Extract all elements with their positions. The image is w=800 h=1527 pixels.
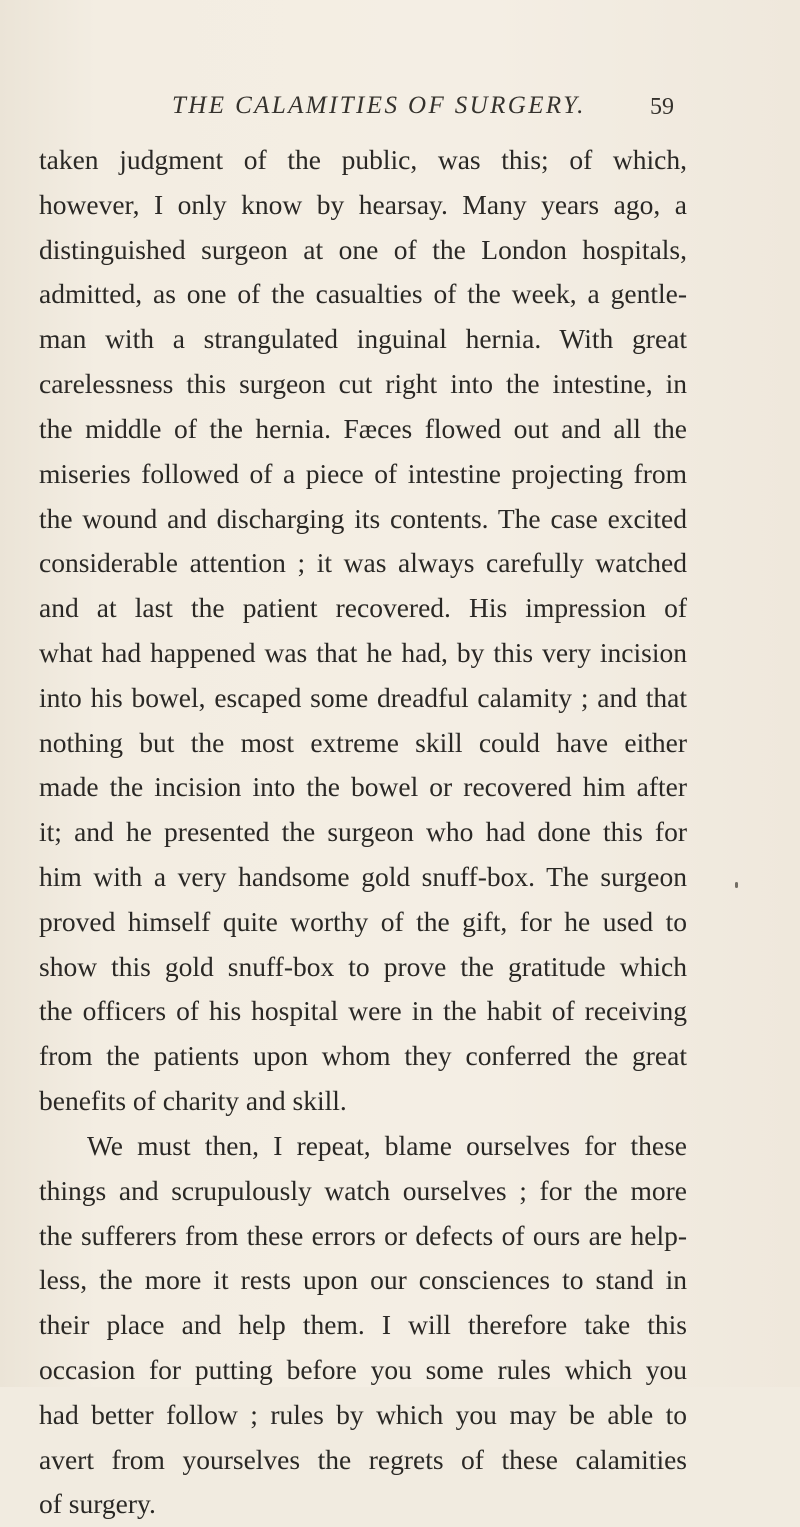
text-line: man with a strangulated inguinal hernia. With great xyxy=(39,323,687,355)
text-line: miseries followed of a piece of intestine projecting from xyxy=(39,457,687,489)
body-text xyxy=(39,138,687,1527)
page-number: 59 xyxy=(650,94,674,120)
text-line: nothing but the most extreme skill could have either xyxy=(39,726,687,758)
paragraph-1 xyxy=(39,138,687,1124)
text-line: occasion for putting before you some rules which you xyxy=(39,1353,687,1385)
text-line: taken judgment of the public, was this; of which, xyxy=(39,144,687,175)
text-line: show this gold snuff-box to prove the gratitude which xyxy=(39,950,687,982)
text-line: made the incision into the bowel or recovered him after xyxy=(39,771,687,803)
text-line: and at last the patient recovered. His impression of xyxy=(39,592,687,624)
text-line: We must then, I repeat, blame ourselves for these xyxy=(87,1129,687,1161)
text-line: admitted, as one of the casualties of the week, a gentle- xyxy=(39,278,687,310)
text-line: the middle of the hernia. Fæces flowed out and all the xyxy=(39,412,687,444)
text-line: their place and help them. I will therefore take this xyxy=(39,1309,687,1341)
text-line: what had happened was that he had, by this very incision xyxy=(39,636,687,668)
paragraph-2 xyxy=(39,1124,687,1527)
text-line: however, I only know by hearsay. Many years ago, a xyxy=(39,188,687,220)
ink-speck xyxy=(735,882,738,888)
text-line: of surgery. xyxy=(39,1488,156,1520)
text-line: it; and he presented the surgeon who had done this for xyxy=(39,816,687,848)
text-line: carelessness this surgeon cut right into the intestine, in xyxy=(39,368,687,400)
text-line: distinguished surgeon at one of the London hospitals, xyxy=(39,233,687,265)
text-line: the wound and discharging its contents. The case excited xyxy=(39,502,687,534)
text-line: him with a very handsome gold snuff-box. The surgeon xyxy=(39,861,687,892)
text-line: the officers of his hospital were in the habit of receiving xyxy=(39,995,687,1027)
text-line: benefits of charity and skill. xyxy=(39,1085,347,1117)
text-line: from the patients upon whom they conferred the great xyxy=(39,1040,687,1072)
running-head: THE CALAMITIES OF SURGERY. xyxy=(172,92,586,119)
text-line: the sufferers from these errors or defects of ours are help- xyxy=(39,1219,687,1251)
text-line: less, the more it rests upon our consciences to stand in xyxy=(39,1264,687,1296)
text-line: considerable attention ; it was always carefully watched xyxy=(39,547,687,579)
text-line: had better follow ; rules by which you may be able to xyxy=(39,1398,687,1430)
text-line: avert from yourselves the regrets of these calamities xyxy=(39,1443,687,1475)
text-line: proved himself quite worthy of the gift, for he used to xyxy=(39,905,687,937)
text-line: into his bowel, escaped some dreadful calamity ; and that xyxy=(39,681,687,713)
text-line: things and scrupulously watch ourselves ; for the more xyxy=(39,1174,687,1206)
